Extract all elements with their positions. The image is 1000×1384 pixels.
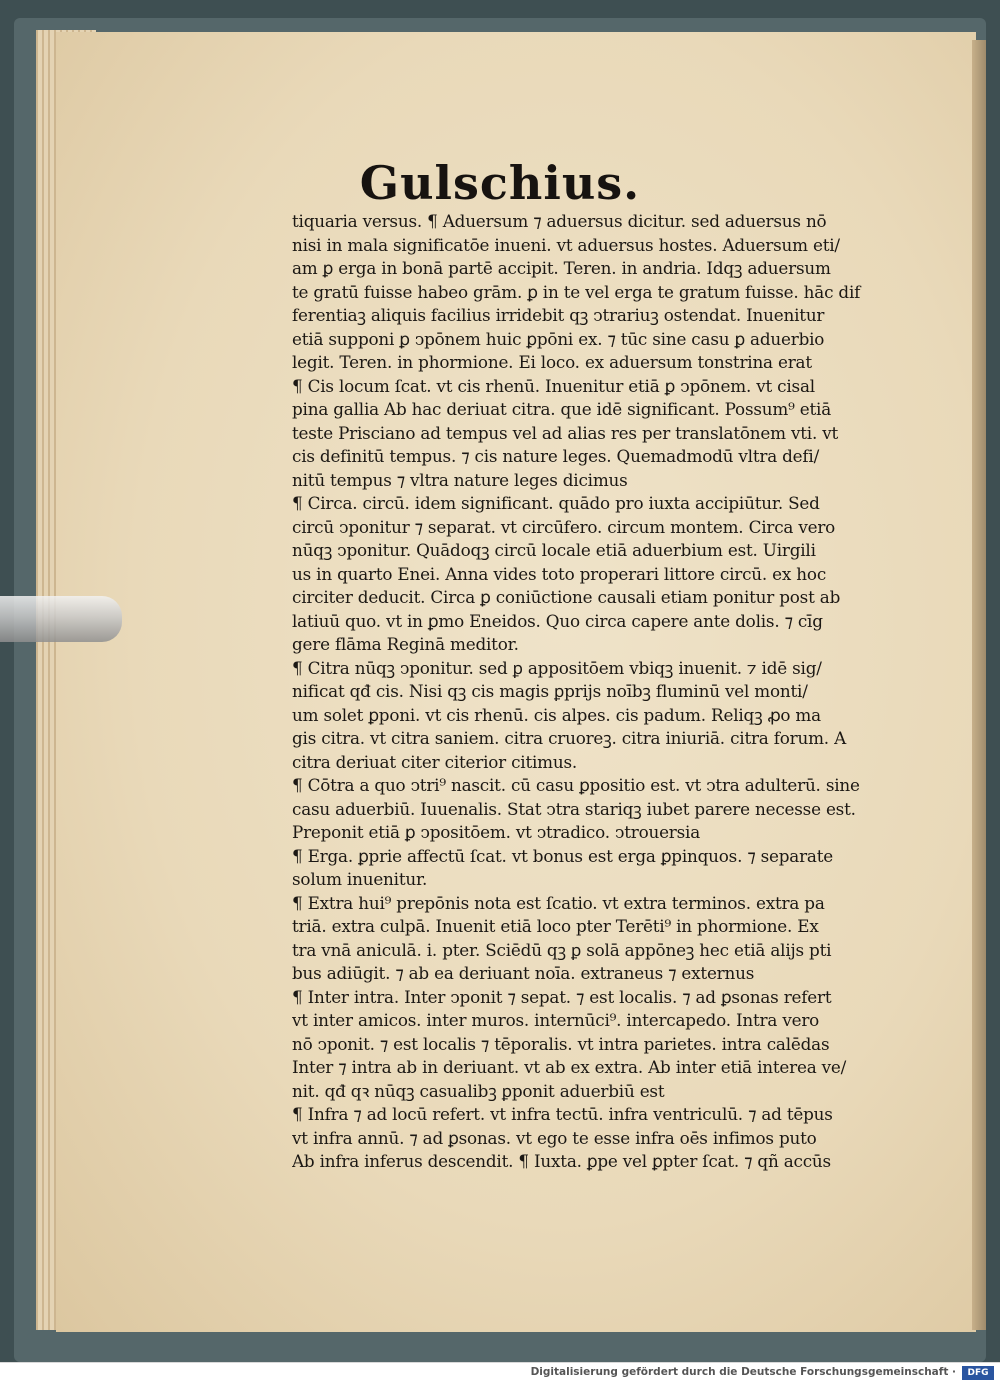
text-line: circiter deducit. Circa ꝑ coniūctione causali etiam ponitur post ab <box>292 587 841 607</box>
text-line: ¶ Erga. ꝑprie affectū ſcat. vt bonus est erga ꝑpinquos. ⁊ separate <box>292 845 834 866</box>
text-line: latiuū quo. vt in ꝑmo Eneidos. Quo circa capere ante dolis. ⁊ cīg <box>292 610 823 631</box>
text-line: nūqꝫ ↄponitur. Quādoqꝫ circū locale etiā aduerbium est. Uirgili <box>292 540 816 560</box>
text-line: ¶ Cis locum ſcat. vt cis rhenū. Inuenitur etiā ꝑ ↄpōnem. vt cisal <box>292 375 815 396</box>
text-line: citra deriuat citer citerior citimus. <box>292 751 578 772</box>
text-line: etiā supponi ꝑ ↄpōnem huic ꝑpōni ex. ⁊ tūc sine casu ꝑ aduerbio <box>292 328 825 349</box>
funding-credit: Digitalisierung gefördert durch die Deutsche Forschungsgemeinschaft · <box>530 1366 956 1378</box>
text-line: te gratū fuisse habeo grām. ꝑ in te vel erga te gratum fuisse. hāc dif <box>292 281 861 302</box>
text-line: gis citra. vt citra saniem. citra cruoreꝫ. citra iniuriā. citra forum. A <box>292 728 846 748</box>
text-line: ¶ Infra ⁊ ad locū refert. vt infra tectū. infra ventriculū. ⁊ ad tēpus <box>292 1104 833 1124</box>
text-line: vt infra annū. ⁊ ad ꝑsonas. vt ego te esse infra oēs infimos puto <box>292 1127 817 1148</box>
text-line: solum inuenitur. <box>292 869 428 889</box>
text-line: teste Prisciano ad tempus vel ad alias res per translatōnem vti. vt <box>292 422 839 443</box>
footer-bar <box>0 1362 1000 1384</box>
text-line: cis definitū tempus. ⁊ cis nature leges. Quemadmodū vltra defi/ <box>292 446 820 466</box>
text-line: circū ↄponitur ⁊ separat. vt circūfero. circum montem. Circa vero <box>292 516 836 537</box>
text-line: ¶ Inter intra. Inter ↄponit ⁊ sepat. ⁊ est localis. ⁊ ad ꝑsonas refert <box>292 986 832 1007</box>
page-gutter <box>972 40 986 1330</box>
text-line: ¶ Cōtra a quo ↄtri⁹ nascit. cū casu ꝑpositio est. vt ↄtra adulterū. sine <box>292 775 860 795</box>
text-block <box>292 210 892 1174</box>
text-line: vt inter amicos. inter muros. internūci⁹. intercapedo. Intra vero <box>292 1010 820 1030</box>
text-line: Inter ⁊ intra ab in deriuant. vt ab ex extra. Ab inter etiā interea ve/ <box>292 1057 847 1077</box>
text-line: legit. Teren. in phormione. Ei loco. ex aduersum tonstrina erat <box>292 352 812 372</box>
running-head: Gulschius. <box>359 156 641 210</box>
text-line: ¶ Circa. circū. idem significant. quādo pro iuxta accipiūtur. Sed <box>292 493 820 513</box>
text-line: us in quarto Enei. Anna vides toto properari littore circū. ex hoc <box>292 563 827 584</box>
text-line: bus adiūgit. ⁊ ab ea deriuant noīa. extraneus ⁊ externus <box>292 963 755 983</box>
text-line: Preponit etiā ꝑ ↄpositōem. vt ↄtradico. ↄtrouersia <box>292 822 701 842</box>
text-line: triā. extra culpā. Inuenit etiā loco pter Terēti⁹ in phormione. Ex <box>292 916 819 936</box>
text-line: ¶ Citra nūqꝫ ↄponitur. sed ꝑ appositōem vbiqꝫ inuenit. ⁊ idē sig/ <box>292 657 822 678</box>
text-line: tiquaria versus. ¶ Aduersum ⁊ aduersus dicitur. sed aduersus nō <box>292 211 827 231</box>
text-line: nisi in mala significatōe inueni. vt aduersus hostes. Aduersum eti/ <box>292 234 840 255</box>
text-line: casu aduerbiū. Iuuenalis. Stat ↄtra stariqꝫ iubet parere necesse est. <box>292 798 856 819</box>
text-line: nitū tempus ⁊ vltra nature leges dicimus <box>292 469 628 490</box>
text-line: um solet ꝑponi. vt cis rhenū. cis alpes. cis padum. Reliqꝫ ꝓo ma <box>292 704 821 725</box>
text-line: ferentiaꝫ aliquis facilius irridebit qꝫ ↄtrariuꝫ ostendat. Inuenitur <box>292 305 825 325</box>
glass-page-weight <box>0 596 122 642</box>
text-line: gere flāma Reginā meditor. <box>292 634 519 654</box>
text-line: am ꝑ erga in bonā partē accipit. Teren. in andria. Idqꝫ aduersum <box>292 258 831 278</box>
text-line: Ab infra inferus descendit. ¶ Iuxta. ꝑpe vel ꝑpter ſcat. ⁊ qñ accūs <box>292 1151 831 1171</box>
text-line: ¶ Extra hui⁹ prepōnis nota est ſcatio. vt extra terminos. extra pa <box>292 892 825 913</box>
text-line: nificat qđ cis. Nisi qꝫ cis magis ꝑprijs noībꝫ fluminū vel monti/ <box>292 681 808 701</box>
text-line: tra vnā aniculā. i. pter. Sciēdū qꝫ ꝑ solā appōneꝫ hec etiā alijs pti <box>292 939 832 960</box>
dfg-logo-icon: DFG <box>962 1366 994 1380</box>
text-line: nit. qđ qꝛ nūqꝫ casualibꝫ ꝑponit aduerbiū est <box>292 1080 665 1101</box>
text-line: pina gallia Ab hac deriuat citra. que idē significant. Possum⁹ etiā <box>292 399 831 419</box>
text-line: nō ↄponit. ⁊ est localis ⁊ tēporalis. vt intra parietes. intra calēdas <box>292 1033 830 1054</box>
